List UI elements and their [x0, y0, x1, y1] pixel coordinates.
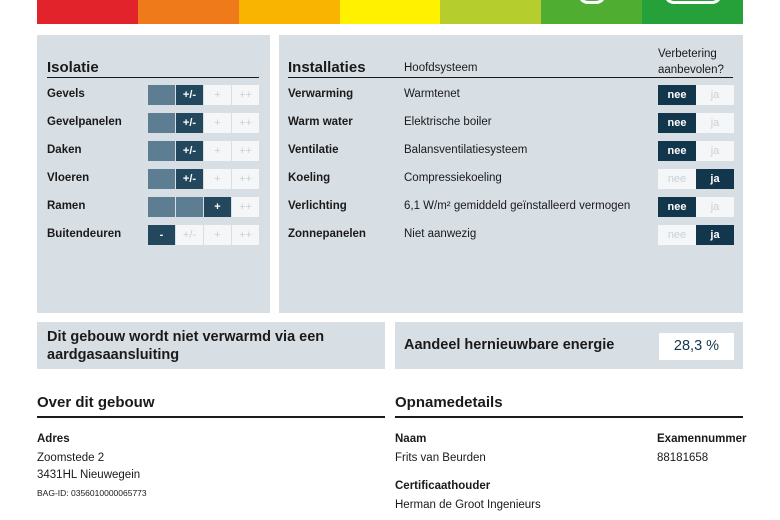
installatie-system: Warmtenet: [404, 88, 460, 100]
opnamedetails-title: Opnamedetails: [395, 394, 503, 411]
rating-cell: +: [204, 141, 231, 161]
rating-cell: [148, 197, 175, 217]
name-label: Naam: [395, 433, 427, 445]
rating-cell: +/-: [176, 85, 203, 105]
isolatie-divider: [47, 77, 259, 78]
installatie-row-label: Verlichting: [288, 200, 347, 212]
advice-yes-chip: ja: [696, 169, 734, 189]
rating-cell: +: [204, 197, 231, 217]
rating-cell: ++: [232, 141, 259, 161]
advice-no-chip: nee: [658, 197, 696, 217]
isolatie-row-label: Ramen: [47, 200, 86, 212]
rating-cell: [148, 141, 175, 161]
rating-cell: [176, 197, 203, 217]
verbetering-header-line2: aanbevolen?: [658, 64, 724, 76]
hoofdsysteem-header: Hoofdsysteem: [404, 62, 478, 74]
rating-cell: +/-: [176, 225, 203, 245]
address-label: Adres: [37, 433, 70, 445]
advice-no-chip: nee: [658, 169, 696, 189]
rating-cell: +/-: [176, 169, 203, 189]
installatie-row-label: Zonnepanelen: [288, 228, 366, 240]
installatie-system: Niet aanwezig: [404, 228, 477, 240]
rating-cell: [148, 113, 175, 133]
installatie-row: [288, 141, 733, 161]
verbetering-header-line1: Verbetering: [658, 48, 717, 60]
installatie-system: Balansventilatiesysteem: [404, 144, 528, 156]
installatie-row: [288, 169, 733, 189]
installatie-row: [288, 85, 733, 105]
advice-no-chip: nee: [658, 225, 696, 245]
rating-cell: ++: [232, 197, 259, 217]
bag-id: BAG-ID: 0356010000065773: [37, 488, 147, 498]
installatie-system: Compressiekoeling: [404, 172, 502, 184]
energy-label-b: [541, 0, 642, 24]
energy-label-bar: [37, 0, 743, 24]
renewable-energy-box: [395, 322, 743, 369]
renewable-energy-label: Aandeel hernieuwbare energie: [404, 337, 615, 353]
isolatie-row-label: Vloeren: [47, 172, 90, 184]
installaties-divider: [288, 77, 733, 78]
label-a-marker: [664, 0, 722, 4]
current-label-marker: [578, 0, 606, 4]
isolatie-row: [47, 225, 259, 245]
energy-label-e: [239, 0, 340, 24]
rating-cell: +: [204, 85, 231, 105]
advice-no-chip: nee: [658, 85, 696, 105]
rating-cell: +: [204, 113, 231, 133]
energy-label-f: [138, 0, 239, 24]
advice-yes-chip: ja: [696, 225, 734, 245]
renewable-energy-value: 28,3 %: [659, 333, 734, 360]
isolatie-row-label: Gevelpanelen: [47, 116, 122, 128]
over-gebouw-divider: [37, 416, 385, 418]
installatie-row-label: Ventilatie: [288, 144, 339, 156]
gas-notice-box: [37, 322, 385, 369]
advice-yes-chip: ja: [696, 141, 734, 161]
energy-label-g: [37, 0, 138, 24]
installatie-system: 6,1 W/m² gemiddeld geïnstalleerd vermogen: [404, 200, 631, 212]
address-city: 3431HL Nieuwegein: [37, 469, 141, 481]
rating-cell: [148, 169, 175, 189]
advice-yes-chip: ja: [696, 113, 734, 133]
gas-notice-text: Dit gebouw wordt niet verwarmd via een aardgasaansluiting: [47, 329, 325, 363]
isolatie-row-label: Buitendeuren: [47, 228, 122, 240]
installatie-row: [288, 197, 733, 217]
installatie-row-label: Verwarming: [288, 88, 354, 100]
cert-holder-value: Herman de Groot Ingenieurs: [395, 499, 541, 511]
rating-cell: ++: [232, 225, 259, 245]
isolatie-row-label: Daken: [47, 144, 82, 156]
advice-no-chip: nee: [658, 141, 696, 161]
address-street: Zoomstede 2: [37, 452, 105, 464]
isolatie-row: [47, 113, 259, 133]
rating-cell: ++: [232, 85, 259, 105]
advice-no-chip: nee: [658, 113, 696, 133]
rating-cell: +/-: [176, 113, 203, 133]
rating-cell: +: [204, 225, 231, 245]
installatie-row: [288, 113, 733, 133]
installaties-panel: [279, 35, 743, 313]
rating-cell: -: [148, 225, 175, 245]
over-gebouw-title: Over dit gebouw: [37, 394, 155, 411]
installaties-title: Installaties: [288, 59, 366, 76]
name-value: Frits van Beurden: [395, 452, 486, 464]
rating-cell: ++: [232, 169, 259, 189]
rating-cell: +/-: [176, 141, 203, 161]
energy-label-c: [440, 0, 541, 24]
energy-label-d: [340, 0, 441, 24]
isolatie-row: [47, 141, 259, 161]
opnamedetails-divider: [395, 416, 743, 418]
advice-yes-chip: ja: [696, 85, 734, 105]
isolatie-title: Isolatie: [47, 59, 99, 76]
rating-cell: ++: [232, 113, 259, 133]
installatie-system: Elektrische boiler: [404, 116, 492, 128]
rating-cell: [148, 85, 175, 105]
energy-label-a: [642, 0, 743, 24]
installatie-row: [288, 225, 733, 245]
isolatie-row-label: Gevels: [47, 88, 85, 100]
cert-holder-label: Certificaathouder: [395, 480, 491, 492]
isolatie-row: [47, 197, 259, 217]
installatie-row-label: Warm water: [288, 116, 353, 128]
verbetering-header: [658, 46, 724, 78]
isolatie-row: [47, 169, 259, 189]
installatie-row-label: Koeling: [288, 172, 331, 184]
advice-yes-chip: ja: [696, 197, 734, 217]
rating-cell: +: [204, 169, 231, 189]
isolatie-row: [47, 85, 259, 105]
exam-number-value: 88181658: [657, 452, 709, 464]
isolatie-panel: [37, 35, 270, 313]
exam-number-label: Examennummer: [657, 433, 747, 445]
